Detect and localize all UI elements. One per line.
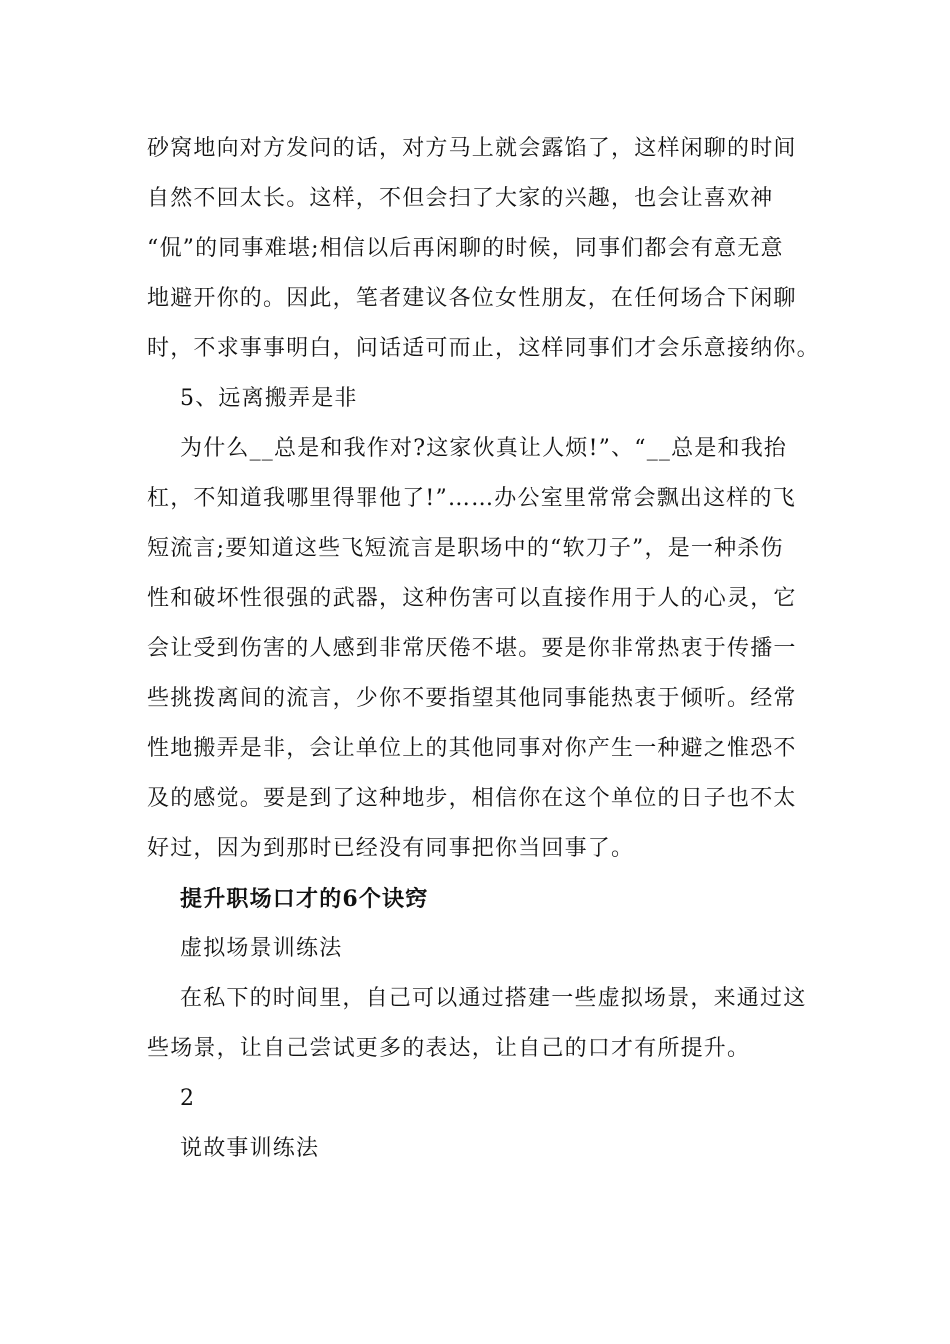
paragraph-line: 会让受到伤害的人感到非常厌倦不堪。要是你非常热衷于传播一: [147, 636, 797, 661]
paragraph-line: 及的感觉。要是到了这种地步，相信你在这个单位的日子也不太: [147, 786, 797, 811]
paragraph-line: 砂窝地向对方发问的话，对方马上就会露馅了，这样闲聊的时间: [147, 136, 797, 161]
paragraph-line: 性和破坏性很强的武器，这种伤害可以直接作用于人的心灵，它: [147, 586, 797, 611]
paragraph-line: 杠，不知道我哪里得罪他了!”……办公室里常常会飘出这样的飞: [147, 486, 796, 511]
paragraph-line: “侃”的同事难堪;相信以后再闲聊的时候，同事们都会有意无意: [147, 236, 784, 261]
paragraph-line: 短流言;要知道这些飞短流言是职场中的“软刀子”，是一种杀伤: [147, 536, 784, 561]
paragraph-line: 时，不求事事明白，问话适可而止，这样同事们才会乐意接纳你。: [147, 336, 820, 361]
subsection-title: 说故事训练法: [180, 1136, 320, 1161]
paragraph-line: 性地搬弄是非，会让单位上的其他同事对你产生一种避之惟恐不: [147, 736, 797, 761]
article-heading: 提升职场口才的6个诀窍: [180, 886, 429, 912]
paragraph-line: 地避开你的。因此，笔者建议各位女性朋友，在任何场合下闲聊: [147, 286, 797, 311]
paragraph-line: 些场景，让自己尝试更多的表达，让自己的口才有所提升。: [147, 1036, 751, 1061]
paragraph-line: 自然不回太长。这样，不但会扫了大家的兴趣，也会让喜欢神: [147, 186, 774, 211]
paragraph-line: 好过，因为到那时已经没有同事把你当回事了。: [147, 836, 635, 861]
item-number: 2: [180, 1086, 196, 1111]
paragraph-line: 些挑拨离间的流言，少你不要指望其他同事能热衷于倾听。经常: [147, 686, 797, 711]
paragraph-line: 在私下的时间里，自己可以通过搭建一些虚拟场景，来通过这: [180, 986, 807, 1011]
section-title: 5、远离搬弄是非: [180, 386, 358, 411]
paragraph-line: 为什么__总是和我作对?这家伙真让人烦!”、“__总是和我抬: [180, 436, 788, 461]
subsection-title: 虚拟场景训练法: [180, 936, 343, 961]
